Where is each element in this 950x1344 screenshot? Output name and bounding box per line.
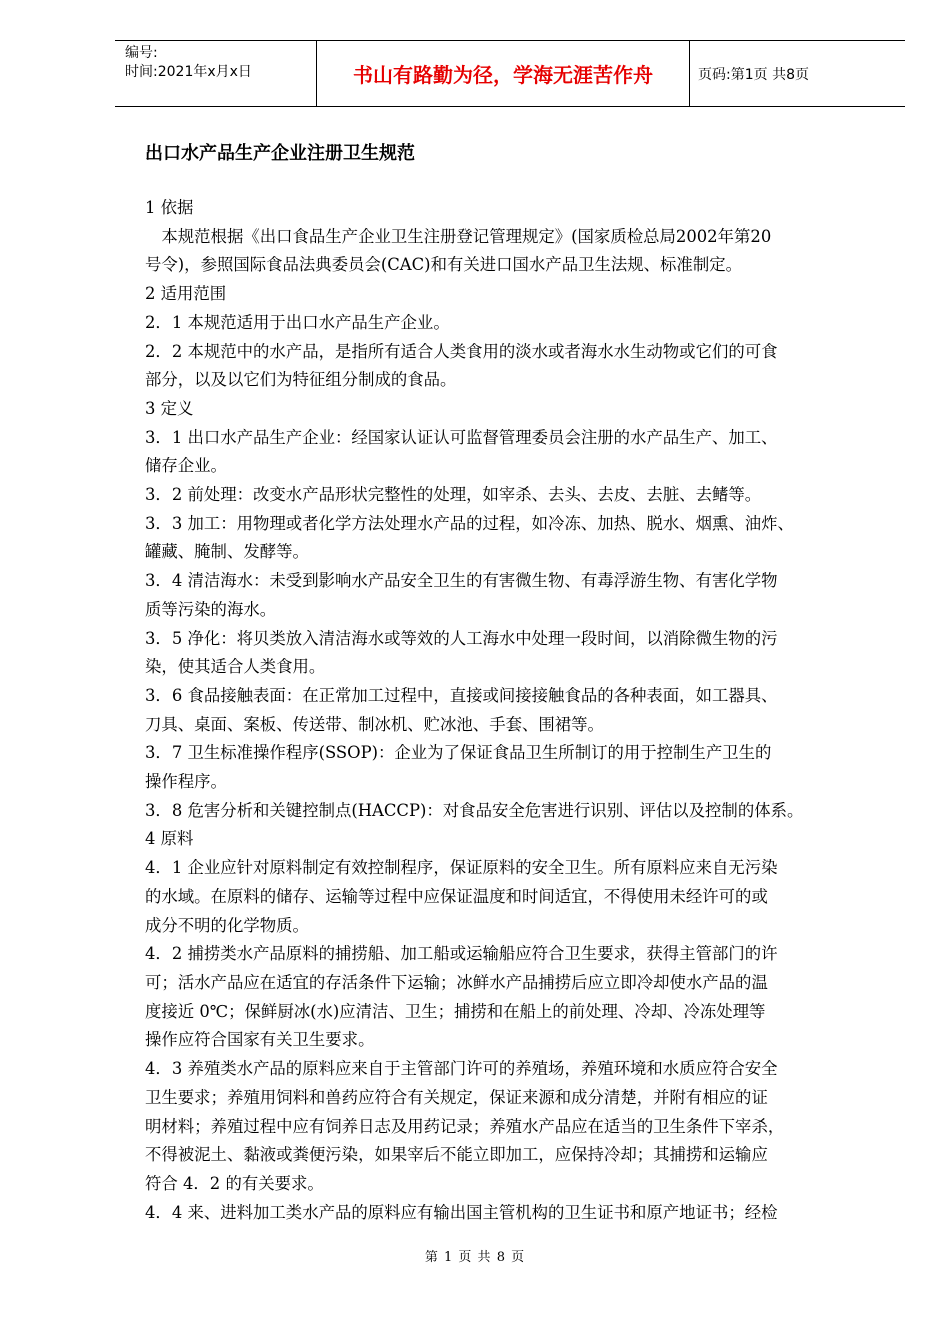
body-line: 3．7 卫生标准操作程序(SSOP)：企业为了保证食品卫生所制订的用于控制生产卫生的 [145,743,772,763]
body-line: 3．2 前处理：改变水产品形状完整性的处理，如宰杀、去头、去皮、去脏、去鳍等。 [145,485,762,505]
body-line: 操作程序。 [145,772,227,792]
document-number-label: 编号: [125,45,158,61]
body-line: 染，使其适合人类食用。 [145,657,326,677]
body-line: 储存企业。 [145,456,227,476]
body-line: 3．4 清洁海水：未受到影响水产品安全卫生的有害微生物、有毒浮游生物、有害化学物 [145,571,778,591]
body-line: 3．5 净化：将贝类放入清洁海水或等效的人工海水中处理一段时间，以消除微生物的污 [145,628,778,648]
body-line: 4．3 养殖类水产品的原料应来自于主管部门许可的养殖场，养殖环境和水质应符合安全 [145,1059,778,1079]
document-body [145,194,890,1227]
body-line: 质等污染的海水。 [145,599,277,619]
body-line: 3．3 加工：用物理或者化学方法处理水产品的过程，如冷冻、加热、脱水、烟熏、油炸、 [145,513,794,533]
document-title: 出口水产品生产企业注册卫生规范 [145,143,415,164]
body-line: 2．1 本规范适用于出口水产品生产企业。 [145,312,450,332]
header-page-info: 页码:第1页 共8页 [698,66,809,83]
page-footer: 第 1 页 共 8 页 [424,1250,526,1265]
body-line: 4．1 企业应针对原料制定有效控制程序，保证原料的安全卫生。所有原料应来自无污染 [145,858,778,878]
body-line: 2．2 本规范中的水产品，是指所有适合人类食用的淡水或者海水水生动物或它们的可食 [145,341,778,361]
body-line: 部分，以及以它们为特征组分制成的食品。 [145,370,457,390]
body-line: 罐藏、腌制、发酵等。 [145,542,309,562]
body-line: 3 定义 [145,398,194,418]
body-line: 4．2 捕捞类水产品原料的捕捞船、加工船或运输船应符合卫生要求，获得主管部门的许 [145,944,778,964]
document-time-label: 时间:2021年x月x日 [125,64,252,80]
header-meta-cell [115,41,316,106]
body-line: 符合 4．2 的有关要求。 [145,1173,324,1193]
body-line: 4．4 来、进料加工类水产品的原料应有输出国主管机构的卫生证书和原产地证书；经检 [145,1202,778,1222]
header-table [115,40,905,107]
body-line: 本规范根据《出口食品生产企业卫生注册登记管理规定》(国家质检总局2002年第20 [145,226,772,246]
body-line: 明材料；养殖过程中应有饲养日志及用药记录；养殖水产品应在适当的卫生条件下宰杀， [145,1116,785,1136]
header-motto: 书山有路勤为径，学海无涯苦作舟 [316,41,690,106]
body-line: 成分不明的化学物质。 [145,915,309,935]
body-line: 操作应符合国家有关卫生要求。 [145,1030,375,1050]
body-line: 4 原料 [145,829,194,849]
body-line: 3．1 出口水产品生产企业：经国家认证认可监督管理委员会注册的水产品生产、加工、 [145,427,778,447]
body-line: 3．8 危害分析和关键控制点(HACCP)：对食品安全危害进行识别、评估以及控制的体系。 [145,800,804,820]
body-line: 3．6 食品接触表面：在正常加工过程中，直接或间接接触食品的各种表面，如工器具、 [145,685,778,705]
body-line: 不得被泥土、黏液或粪便污染，如果宰后不能立即加工，应保持冷却；其捕捞和运输应 [145,1145,768,1165]
body-line: 刀具、桌面、案板、传送带、制冰机、贮冰池、手套、围裙等。 [145,714,604,734]
body-line: 号令)，参照国际食品法典委员会(CAC)和有关进口国水产品卫生法规、标准制定。 [145,255,742,275]
body-line: 2 适用范围 [145,284,227,304]
body-line: 卫生要求；养殖用饲料和兽药应符合有关规定，保证来源和成分清楚，并附有相应的证 [145,1087,768,1107]
body-line: 可；活水产品应在适宜的存活条件下运输；冰鲜水产品捕捞后应立即冷却使水产品的温 [145,972,768,992]
body-line: 度接近 0℃；保鲜厨冰(水)应清洁、卫生；捕捞和在船上的前处理、冷却、冷冻处理等 [145,1001,766,1021]
body-line: 的水域。在原料的储存、运输等过程中应保证温度和时间适宜，不得使用未经许可的或 [145,886,768,906]
body-line: 1 依据 [145,198,194,217]
